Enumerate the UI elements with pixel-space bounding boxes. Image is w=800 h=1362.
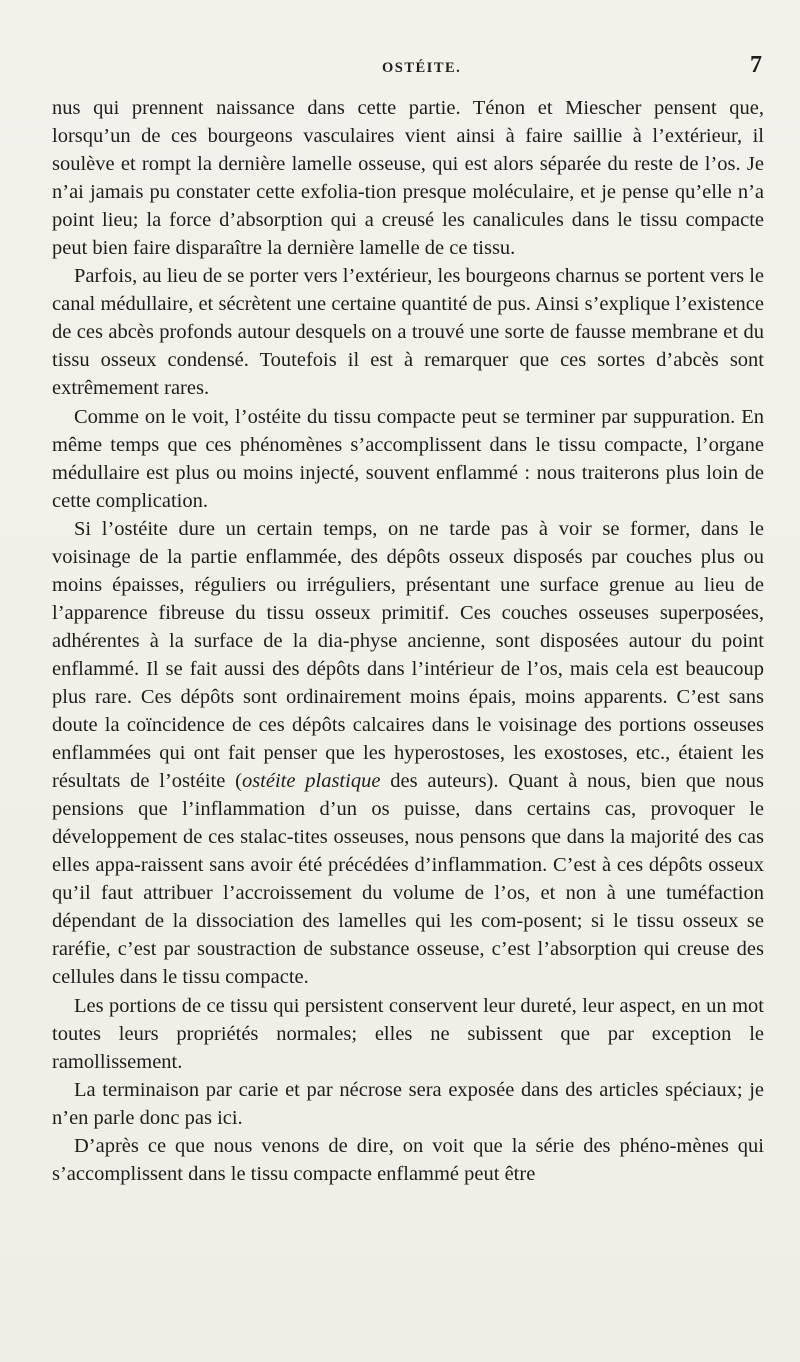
page-number: 7 <box>750 52 762 78</box>
paragraph-4 <box>52 515 764 992</box>
paragraph-1: nus qui prennent naissance dans cette partie. Ténon et Miescher pensent que, lorsqu’un de ces bourgeons vasculaires vient ainsi à faire saillie à l’extérieur, il soulève et rompt la dernière lamelle osseuse, qui est alors séparée du reste de l’os. Je n’ai jamais pu constater cette exfolia-tion presque moléculaire, et je pense qu’elle n’a point lieu; la force d’absorption qui a creusé les canalicules dans le tissu compacte peut bien faire disparaître la dernière lamelle de ce tissu. <box>52 97 764 260</box>
paragraph-3: Comme on le voit, l’ostéite du tissu compacte peut se terminer par suppuration. En même temps que ces phénomènes s’accomplissent dans le tissu compacte, l’organe médullaire est plus ou moins injecté, souvent enflammé : nous traiterons plus loin de cette complication. <box>52 405 764 512</box>
paragraph-6: La terminaison par carie et par nécrose sera exposée dans des articles spéciaux; je n’en parle donc pas ici. <box>52 1078 764 1129</box>
running-title: OSTÉITE. <box>382 60 462 76</box>
running-header <box>52 52 762 84</box>
italic-term: ostéite plastique <box>241 770 381 793</box>
paragraph-4-text-before: Si l’ostéite dure un certain temps, on ne tarde pas à voir se former, dans le voisinage de la partie enflammée, des dépôts osseux disposés par couches plus ou moins épaisses, réguliers ou irréguliers, présentant une surface grenue au lieu de l’apparence fibreuse du tissu osseux primitif. Ces couches osseuses superposées, adhérentes à la surface de la dia-physe ancienne, sont disposées autour du point enflammé. Il se fait aussi des dépôts dans l’intérieur de l’os, mais cela est beaucoup plus rare. Ces dépôts sont ordinairement moins épais, moins apparents. C’est sans doute la coïncidence de ces dépôts calcaires dans le voisinage des portions osseuses enflammées qui ont fait penser que les hyperostoses, les exostoses, etc., étaient les résultats de l’ostéite ( <box>52 517 764 793</box>
paragraph-2: Parfois, au lieu de se porter vers l’extérieur, les bourgeons charnus se portent vers le canal médullaire, et sécrètent une certaine quantité de pus. Ainsi s’explique l’existence de ces abcès profonds autour desquels on a trouvé une sorte de fausse membrane et du tissu osseux condensé. Toutefois il est à remarquer que ces sortes d’abcès sont extrêmement rares. <box>52 265 764 400</box>
body-text <box>52 94 764 1188</box>
paragraph-4-text-after: des auteurs). Quant à nous, bien que nous pensions que l’inflammation d’un os puisse, dans certains cas, provoquer le développement de ces stalac-tites osseuses, nous pensons que dans la majorité des cas elles appa-raissent sans avoir été précédées d’inflammation. C’est à ces dépôts osseux qu’il faut attribuer l’accroissement du volume de l’os, et non à une tuméfaction dépendant de la dissociation des lamelles qui les com-posent; si le tissu osseux se raréfie, c’est par soustraction de substance osseuse, c’est l’absorption qui creuse des cellules dans le tissu compacte. <box>52 770 764 989</box>
paragraph-7: D’après ce que nous venons de dire, on voit que la série des phéno-mènes qui s’accomplissent dans le tissu compacte enflammé peut être <box>52 1134 764 1185</box>
paragraph-5: Les portions de ce tissu qui persistent conservent leur dureté, leur aspect, en un mot toutes leurs propriétés normales; elles ne subissent que par exception le ramollissement. <box>52 994 764 1073</box>
